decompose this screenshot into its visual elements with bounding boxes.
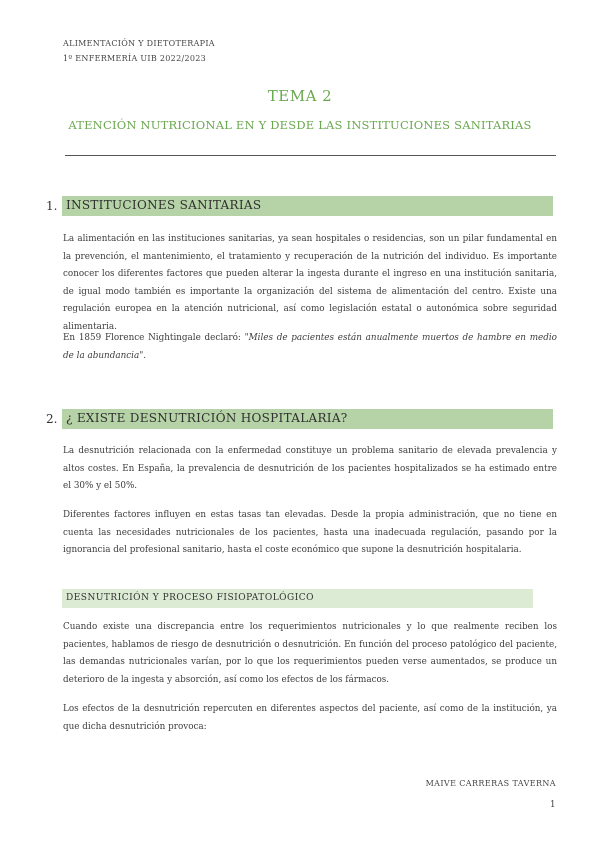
section-2-paragraph-2: Diferentes factores influyen en estas tasas tan elevadas. Desde la propia administración, que no tiene en cuenta las necesidades nutricionales de los pacientes, hasta una inadecuada regulación, pasando por la ignorancia del profesional sanitario, hasta el coste económico que supone la desnutrición hospitalaria.: [63, 510, 557, 555]
subsection-heading: DESNUTRICIÓN Y PROCESO FISIOPATOLÓGICO: [62, 589, 533, 608]
nightingale-quote: "Miles de pacientes están anualmente muertos de hambre en medio de la abundancia": [63, 333, 557, 361]
section-1-paragraph-2: [63, 330, 557, 365]
section-2-paragraph-3: Cuando existe una discrepancia entre los requerimientos nutricionales y lo que realmente reciben los pacientes, hablamos de riesgo de desnutrición o desnutrición. En función del proceso patológico del paciente, las demandas nutricionales varían, por lo que los requerimientos pueden verse aumentados, se produce un deterioro de la ingesta y absorción, así como los efectos de los fármacos.: [63, 622, 557, 685]
section-1-heading: INSTITUCIONES SANITARIAS: [62, 196, 553, 216]
section-2-paragraph-4: Los efectos de la desnutrición repercuten en diferentes aspectos del paciente, así como de la institución, ya que dicha desnutrición provoca:: [63, 704, 557, 732]
page-subtitle: ATENCIÓN NUTRICIONAL EN Y DESDE LAS INSTITUCIONES SANITARIAS: [68, 118, 532, 132]
section-2-number: 2.: [46, 412, 58, 426]
page-title: TEMA 2: [267, 87, 333, 105]
footer-author: MAIVE CARRERAS TAVERNA: [425, 779, 556, 788]
section-2-heading: ¿ EXISTE DESNUTRICIÓN HOSPITALARIA?: [62, 409, 553, 429]
header-course: ALIMENTACIÓN Y DIETOTERAPIA: [63, 39, 215, 48]
header-year: 1º ENFERMERÍA UIB 2022/2023: [63, 54, 207, 63]
quote-end: .: [143, 350, 147, 361]
title-divider: [65, 155, 556, 156]
section-1-paragraph-1: La alimentación en las instituciones sanitarias, ya sean hospitales o residencias, son un pilar fundamental en la prevención, el mantenimiento, el tratamiento y recuperación de la nutrición del individuo. Es importante conocer los diferentes factores que pueden alterar la ingesta durante el ingreso en una institución sanitaria, de igual modo también es importante la organización del sistema de alimentación del centro. Existe una regulación europea en la atención nutricional, así como legislación estatal o autonómica sobre seguridad alimentaria.: [63, 234, 557, 332]
section-2-paragraph-1: La desnutrición relacionada con la enfermedad constituye un problema sanitario de elevada prevalencia y altos costes. En España, la prevalencia de desnutrición de los pacientes hospitalizados se ha estimado entre el 30% y el 50%.: [63, 446, 557, 491]
quote-intro: En 1859 Florence Nightingale declaró:: [63, 333, 245, 343]
page-number: 1: [549, 800, 556, 810]
section-1-number: 1.: [46, 199, 58, 213]
